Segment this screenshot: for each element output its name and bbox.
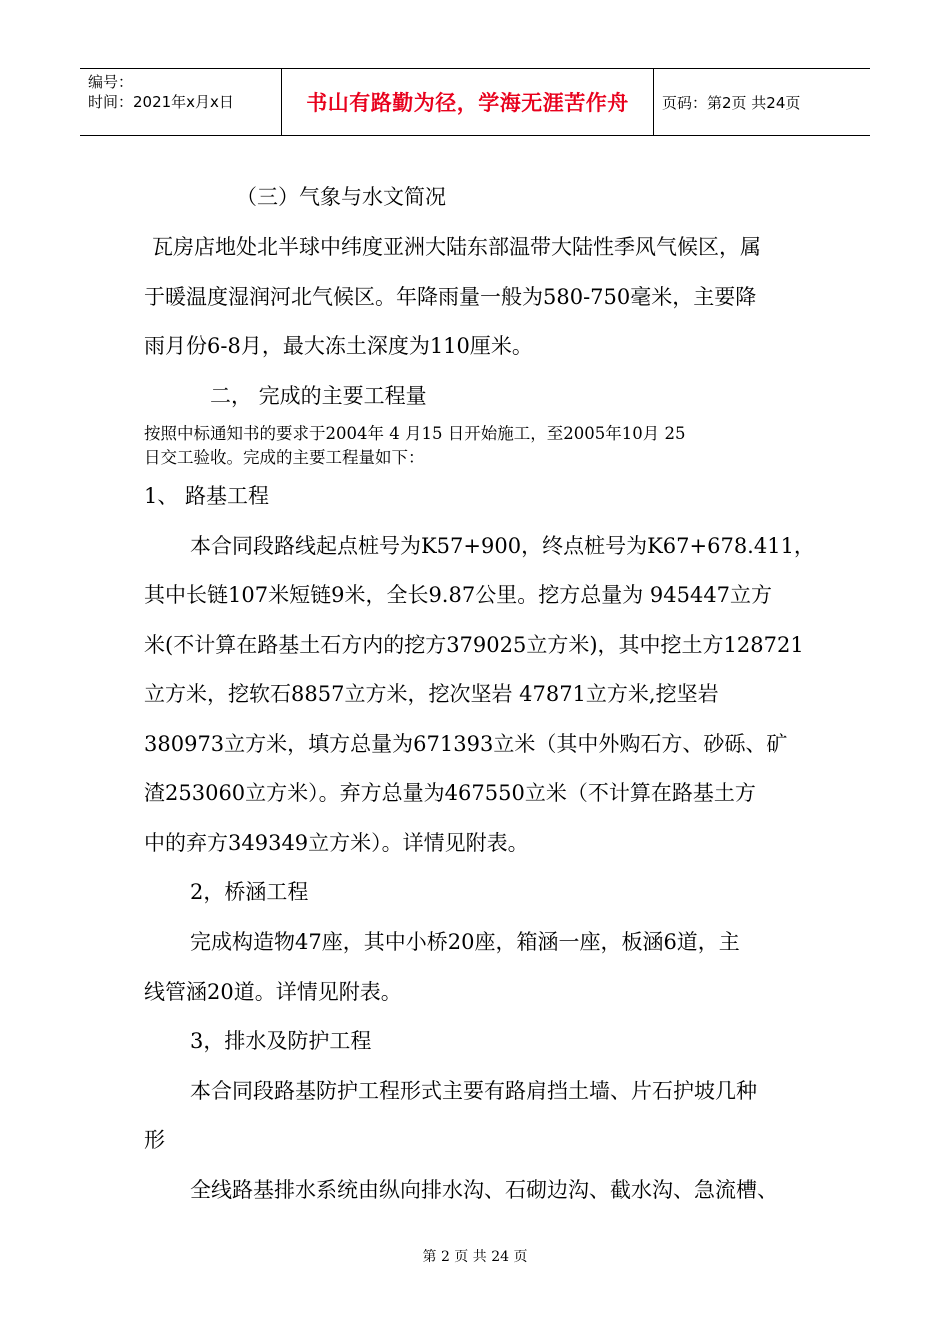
page-header: [80, 68, 870, 136]
paragraph-line: 中的弃方349349立方米）。详情见附表。: [144, 831, 529, 855]
header-page-info: 页码：第2页 共24页: [662, 93, 801, 112]
section-heading-workload: 二， 完成的主要工程量: [210, 384, 427, 408]
paragraph-line: 线管涵20道。详情见附表。: [144, 980, 402, 1004]
header-time: 时间：2021年x月x日: [88, 93, 234, 111]
subsection-heading-roadbed: 1、 路基工程: [144, 484, 270, 508]
subsection-heading-bridges: 2，桥涵工程: [190, 880, 309, 904]
paragraph-line: 本合同段路基防护工程形式主要有路肩挡土墙、片石护坡几种: [190, 1079, 757, 1103]
header-motto: 书山有路勤为径，学海无涯苦作舟: [282, 69, 654, 135]
paragraph-line: 渣253060立方米）。弃方总量为467550立米（不计算在路基土方: [144, 781, 756, 805]
paragraph-line: 本合同段路线起点桩号为K57+900，终点桩号为K67+678.411，: [190, 534, 815, 558]
paragraph-line: 形: [144, 1128, 165, 1152]
paragraph-line: 米(不计算在路基土石方内的挖方379025立方米)，其中挖土方128721: [144, 633, 804, 657]
header-code: 编号：: [88, 73, 134, 91]
paragraph-line: 于暖温度湿润河北气候区。年降雨量一般为580-750毫米，主要降: [144, 285, 757, 309]
paragraph-line: 完成构造物47座，其中小桥20座，箱涵一座，板涵6道，主: [190, 930, 740, 954]
subsection-heading-drainage: 3，排水及防护工程: [190, 1029, 372, 1053]
page-footer: 第 2 页 共 24 页: [422, 1249, 528, 1265]
paragraph-line: 日交工验收。完成的主要工程量如下：: [144, 448, 425, 467]
paragraph-line: 380973立方米，填方总量为671393立米（其中外购石方、砂砾、矿: [144, 732, 788, 756]
section-heading-weather: （三）气象与水文简况: [236, 185, 446, 209]
paragraph-line: 瓦房店地处北半球中纬度亚洲大陆东部温带大陆性季风气候区，属: [152, 235, 761, 259]
paragraph-line: 全线路基排水系统由纵向排水沟、石砌边沟、截水沟、急流槽、: [190, 1178, 778, 1202]
header-meta: [80, 69, 282, 135]
paragraph-line: 其中长链107米短链9米，全长9.87公里。挖方总量为 945447立方: [144, 583, 773, 607]
paragraph-line: 雨月份6-8月，最大冻土深度为110厘米。: [144, 334, 533, 358]
paragraph-line: 立方米，挖软石8857立方米，挖次坚岩 47871立方米,挖坚岩: [144, 682, 719, 706]
paragraph-line: 按照中标通知书的要求于2004年 4 月15 日开始施工，至2005年10月 25: [144, 424, 686, 443]
